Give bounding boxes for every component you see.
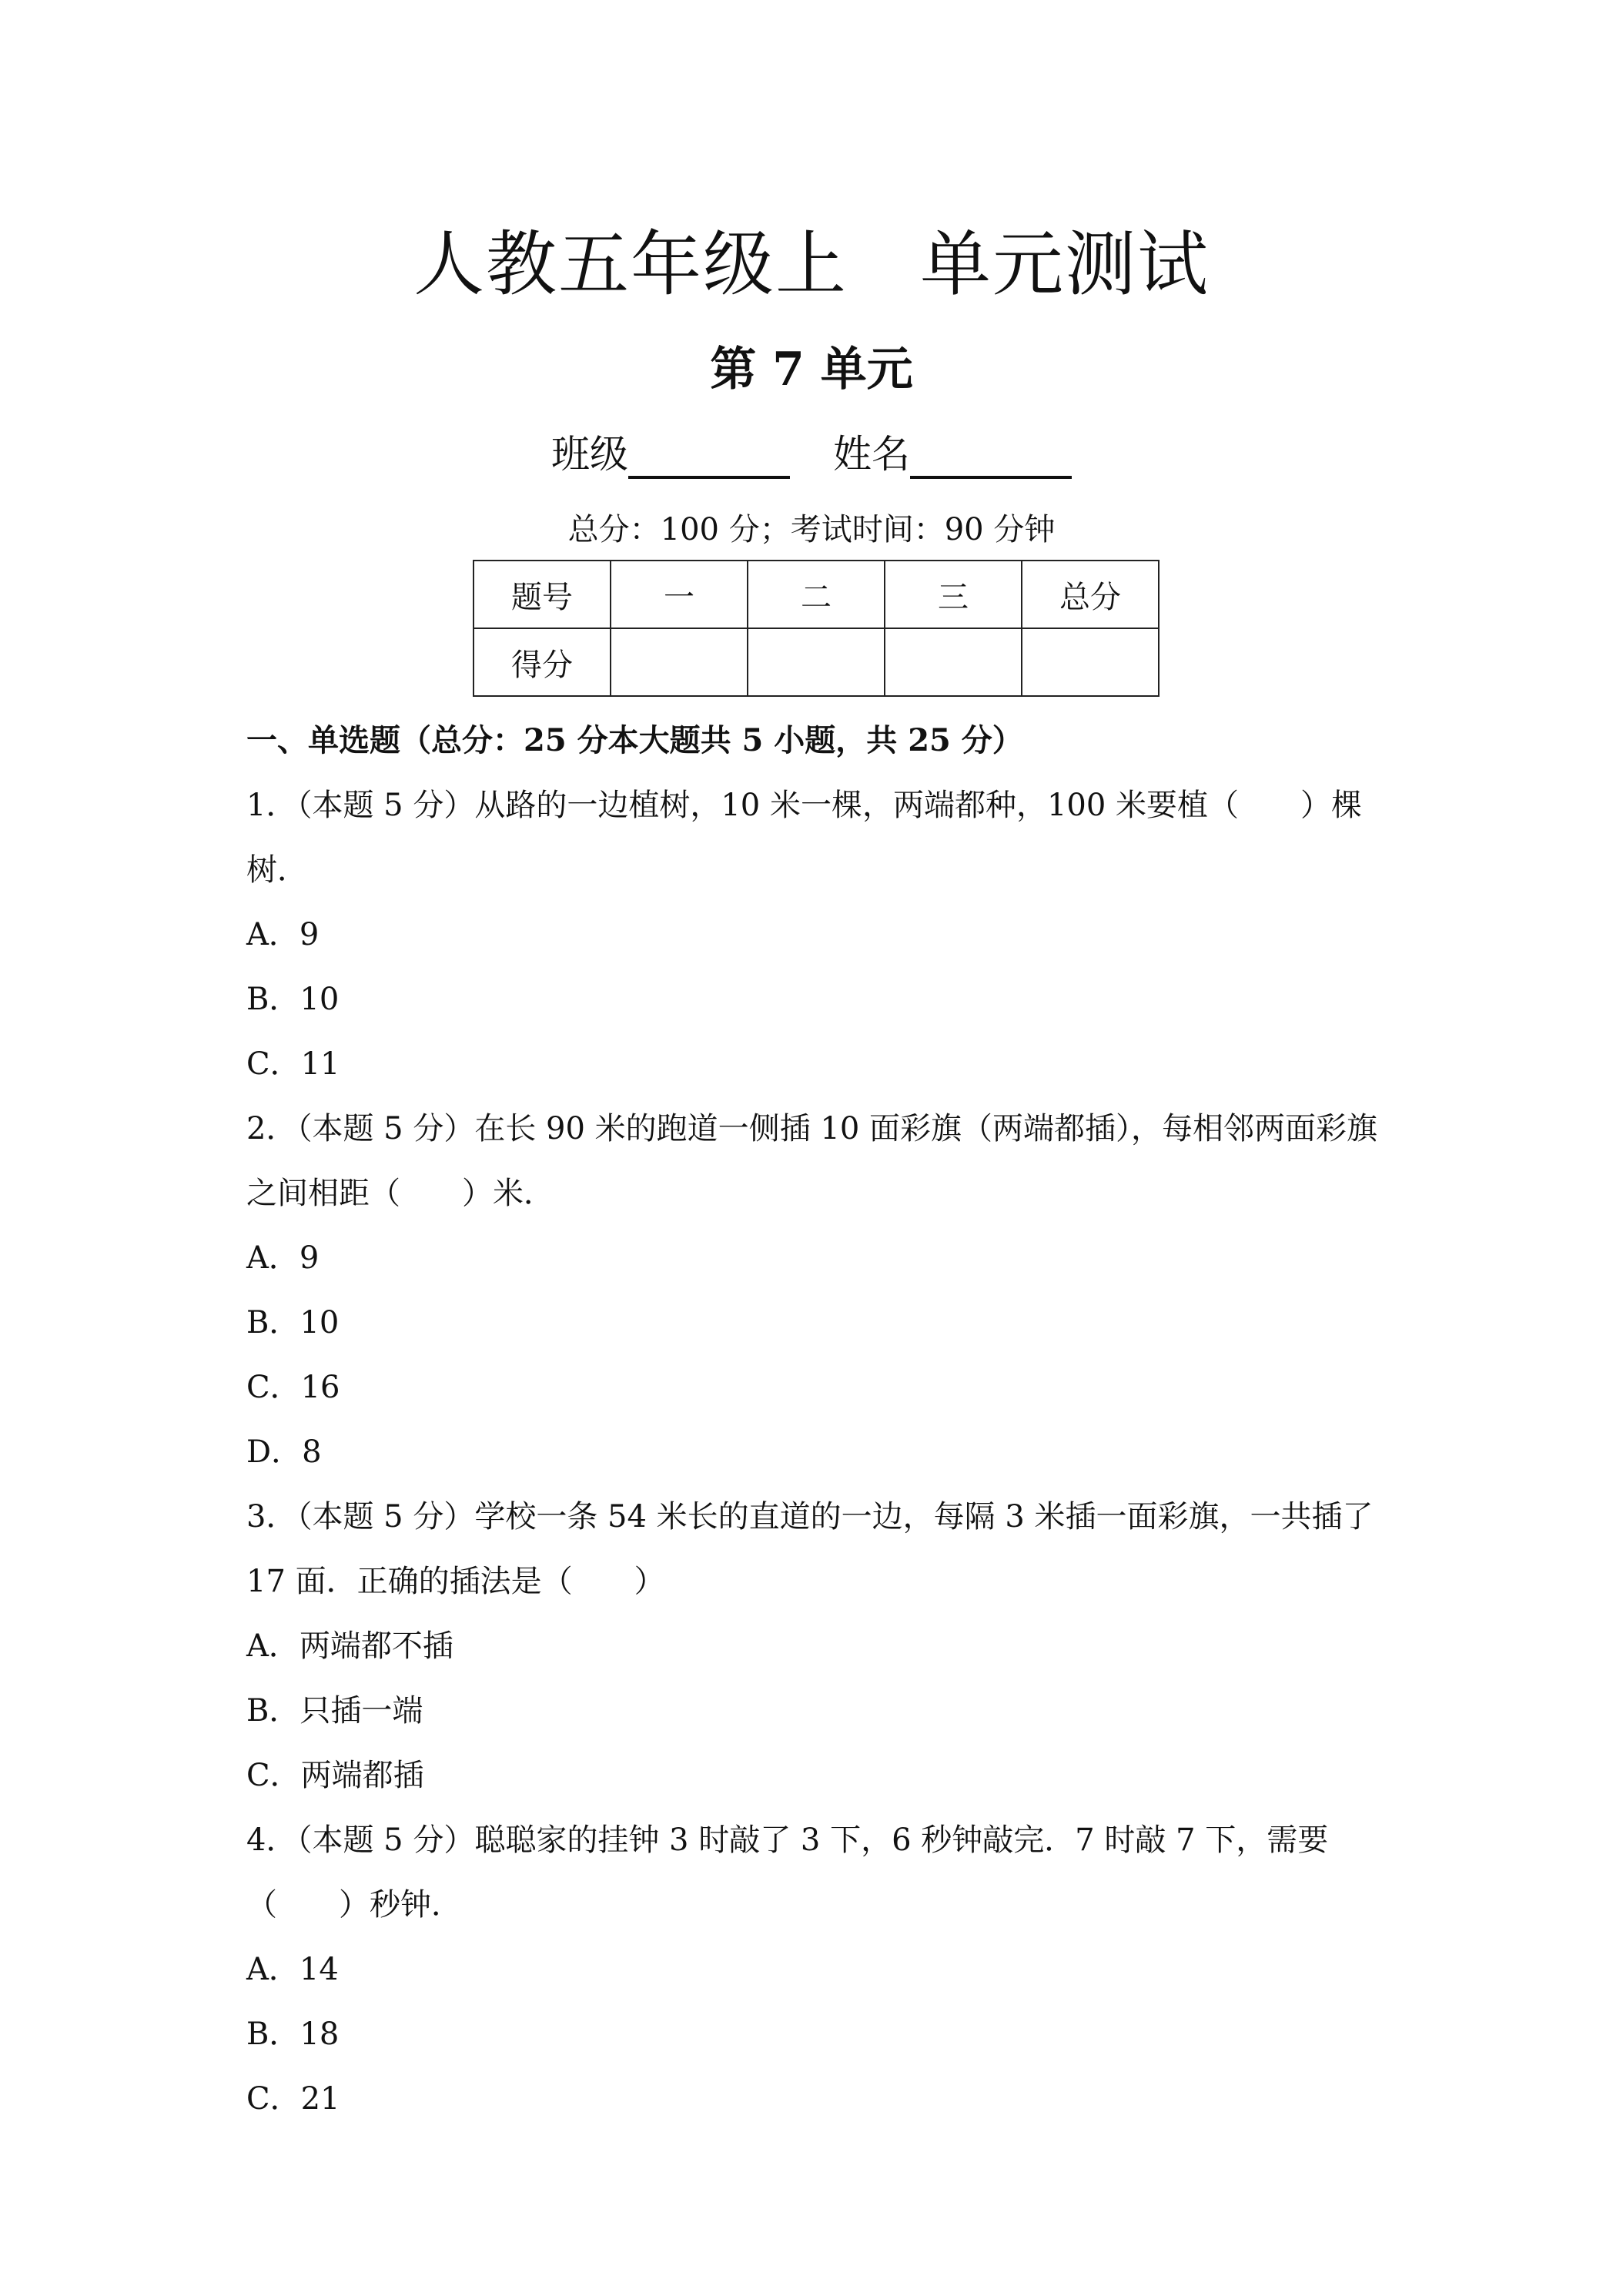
option: C．两端都插 [246,1758,424,1793]
question-2 [246,1096,1386,1484]
option: A．9 [246,1240,320,1276]
option: C．16 [246,1370,340,1405]
option: B．18 [246,2017,340,2052]
question-stem: 1．（本题 5 分）从路的一边植树，10 米一棵，两端都种，100 米要植（ ）棵树． [246,788,1363,888]
question-stem: 2．（本题 5 分）在长 90 米的跑道一侧插 10 面彩旗（两端都插），每相邻两面彩旗之间相距（ ）米． [246,1111,1377,1211]
option: A．14 [246,1952,339,1987]
question-stem: 4．（本题 5 分）聪聪家的挂钟 3 时敲了 3 下，6 秒钟敲完．7 时敲 7 下，需要（ ）秒钟． [246,1822,1329,1923]
class-label: 班级 [551,432,628,477]
question-3 [246,1484,1386,1808]
student-info-line [0,423,1623,479]
score-table-header-cell: 二 [748,561,885,628]
score-cell [748,628,885,696]
option: A．两端都不插 [246,1628,453,1664]
name-blank [910,437,1072,479]
option: B．只插一端 [246,1693,423,1729]
question-1 [246,773,1386,1096]
option: B．10 [246,982,340,1017]
score-table-header-cell: 总分 [1022,561,1159,628]
option: A．9 [246,917,320,952]
exam-content [246,708,1386,2131]
score-table-header-cell: 一 [611,561,748,628]
question-stem: 3．（本题 5 分）学校一条 54 米长的直道的一边，每隔 3 米插一面彩旗，一共插了 17 面．正确的插法是（ ） [246,1499,1374,1599]
unit-title: 第 7 单元 [710,343,913,397]
score-row-label: 得分 [474,628,611,696]
score-cell [1022,628,1159,696]
score-table-header-row [474,561,1159,628]
exam-title: 人教五年级上 单元测试 [413,223,1210,306]
option: C．21 [246,2081,340,2117]
score-table-header-cell: 题号 [474,561,611,628]
score-cell [611,628,748,696]
question-4 [246,1808,1386,2131]
class-blank [628,437,790,479]
section-title: 一、单选题（总分：25 分本大题共 5 小题，共 25 分） [246,722,1023,758]
name-label: 姓名 [833,432,910,477]
score-table-header-cell: 三 [885,561,1022,628]
score-table [473,560,1160,697]
score-table-score-row [474,628,1159,696]
exam-info: 总分：100 分；考试时间：90 分钟 [567,512,1056,547]
option: B．10 [246,1305,340,1340]
score-cell [885,628,1022,696]
option: C．11 [246,1046,340,1082]
option: D．8 [246,1434,322,1470]
